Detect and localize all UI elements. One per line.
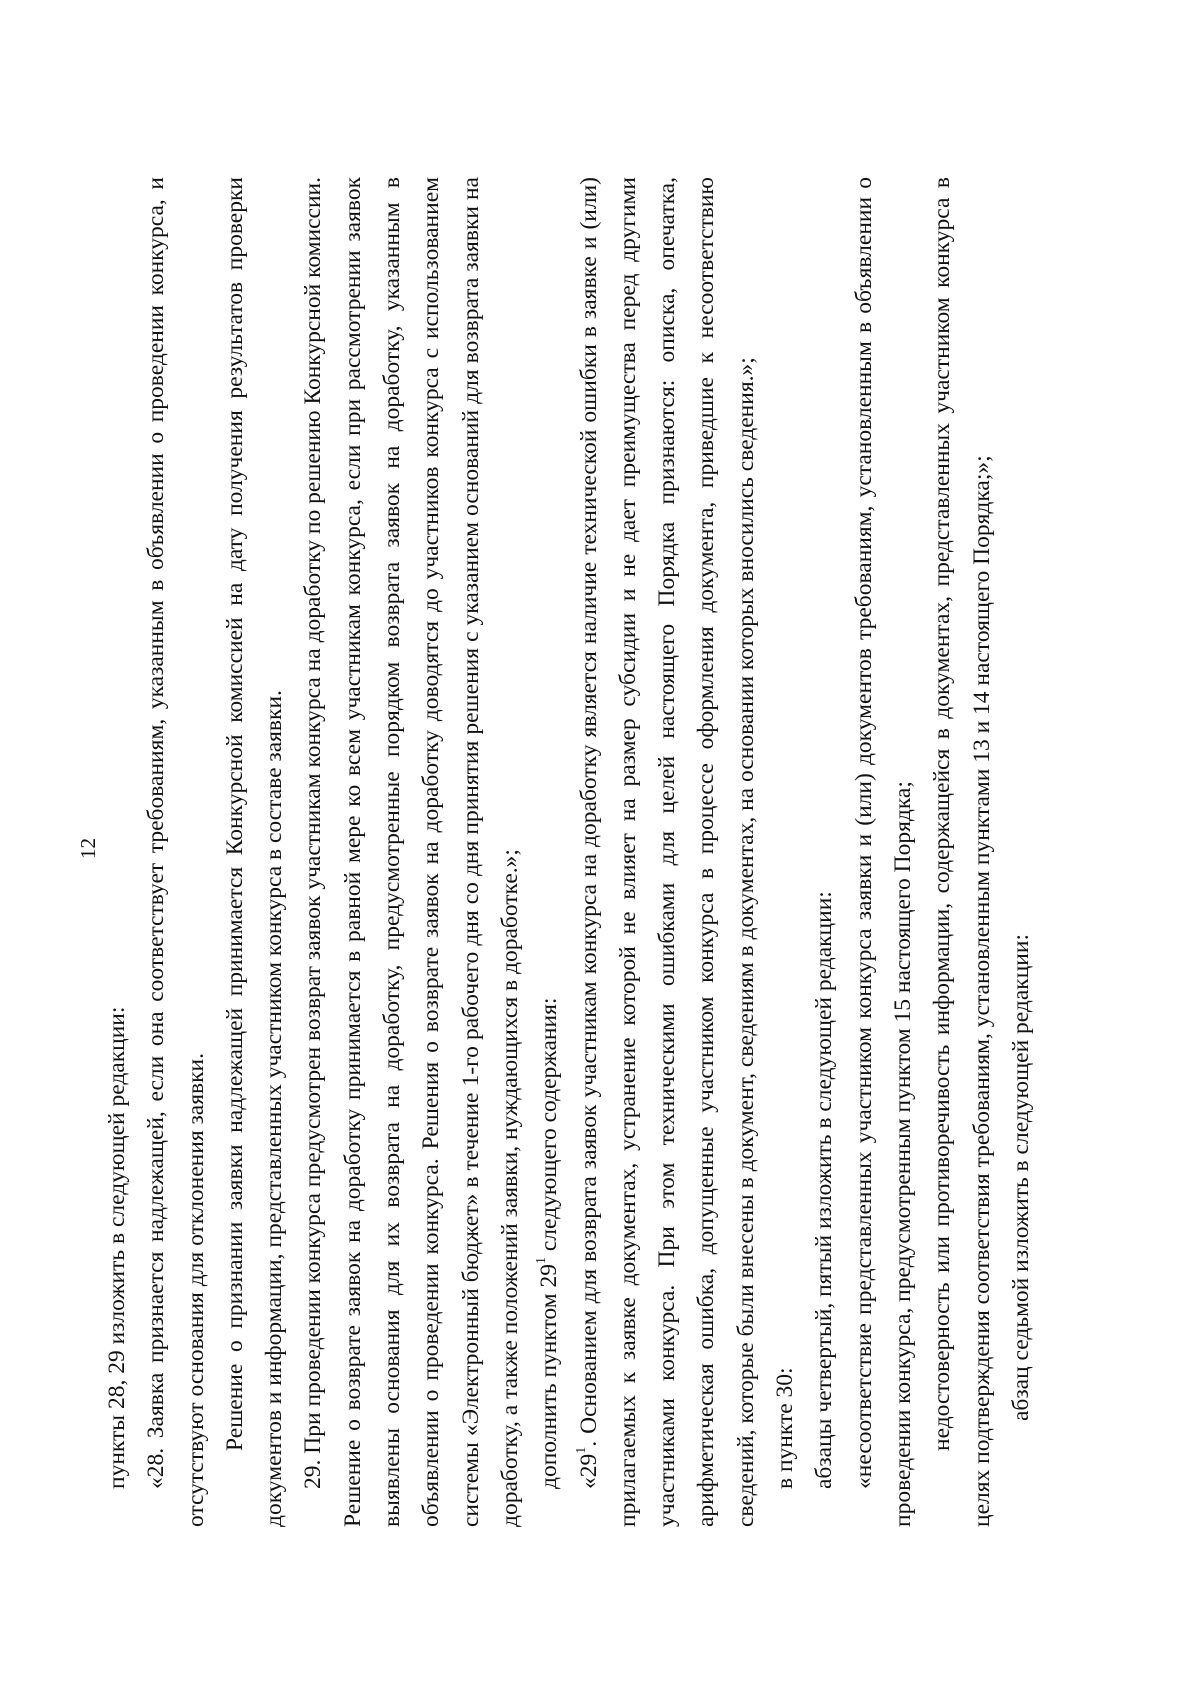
paragraph: абзацы четвертый, пятый изложить в следующей редакции: [811,891,838,1489]
paragraph: пункты 28, 29 изложить в следующей редакции: [104,1006,130,1489]
paragraph: 29. При проведении конкурса предусмотрен возврат заявок участникам конкурса на доработку по решению Конкурсной комиссии. Решение о возврате заявок на доработку принимается в равной мере ко всем участникам конкурса, если при рассмотрении заявок выявлены основания для их возврата на доработку, предусмотренные порядком возврата заявок на доработку, указанным в объявлении о проведении конкурса. Решения о возврате заявок на доработку доводятся до участников конкурса с использованием системы «Электронный бюджет» в течение 1-го рабочего дня со дня принятия решения с указанием оснований для возврата заявки на доработку, а также положений заявки, нуждающихся в доработке.»; [300,177,523,1527]
paragraph: «28. Заявка признается надлежащей, если она соответствует требованиям, указанным в объявлении о проведении конкурса, и отсутствуют основания для отклонения заявки. [143,177,209,1527]
paragraph: недостоверность или противоречивость информации, содержащейся в документах, представленных участником конкурса в целях подтверждения соответствия требованиям, установленным пунктами 13 и 14 настоящего Порядка;»; [929,177,995,1527]
paragraph: абзац седьмой изложить в следующей редакции: [1007,934,1034,1421]
paragraph: Решение о признании заявки надлежащей принимается Конкурсной комиссией на дату получения результатов проверки документов и информации, представленных участником конкурса в составе заявки. [221,177,288,1527]
paragraph: дополнить пунктом $29^1$ следующего содержания: [534,997,563,1489]
paragraph: «$29^1$. Основанием для возврата заявок участникам конкурса на доработку является наличие технической ошибки в заявке и (или) прилагаемых к заявке документах, устранение которой не влияет на размер субсидии и не дает преимущества перед другими участниками конкурса. При этом техническими ошибками для целей настоящего Порядка признаются: описка, опечатка, арифметическая ошибка, допущенные участником конкурса в процессе оформления документа, приведшие к несоответствию сведений, которые были внесены в документ, сведениям в документах, на основании которых вносились сведения.»; [573,177,759,1527]
document-body [98,177,1041,1527]
page-number: 12 [76,838,100,859]
paragraph: «несоответствие представленных участником конкурса заявки и (или) документов требованиям, установленным в объявлении о проведении конкурса, предусмотренным пунктом 15 настоящего Порядка; [850,177,916,1527]
paragraph: в пункте 30: [772,1367,799,1489]
